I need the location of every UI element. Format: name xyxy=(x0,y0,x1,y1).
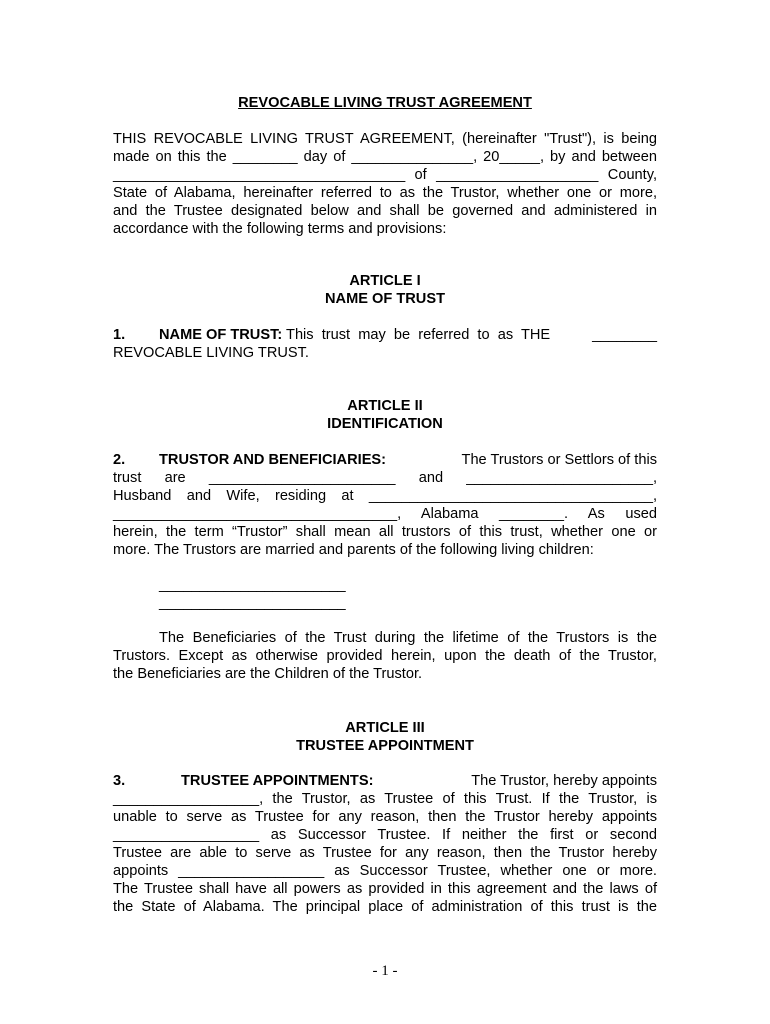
article-3-line-1 xyxy=(113,772,657,790)
article-3-line: __________________ as Successor Trustee. If neither the first or second xyxy=(113,827,657,843)
section-number: 2. xyxy=(113,452,126,468)
child-blank-line: _______________________ xyxy=(159,577,346,593)
article-3-subheading: TRUSTEE APPOINTMENT xyxy=(296,738,474,754)
section-text: The Trustor, hereby appoints xyxy=(471,773,657,789)
intro-paragraph xyxy=(113,130,657,238)
article-2-subheading: IDENTIFICATION xyxy=(327,416,443,432)
beneficiaries-line: the Beneficiaries are the Children of the Trustor. xyxy=(113,666,423,682)
beneficiaries-paragraph xyxy=(113,629,657,683)
article-1-line-1 xyxy=(113,326,657,344)
article-2-line: Husband and Wife, residing at ___________________________________, xyxy=(113,488,657,504)
article-3-line: __________________, the Trustor, as Trustee of this Trust. If the Trustor, is xyxy=(113,791,657,807)
article-3-line: unable to serve as Trustee for any reason, then the Trustor hereby appoints xyxy=(113,809,657,825)
section-label: TRUSTEE APPOINTMENTS: xyxy=(181,773,374,789)
beneficiaries-line: The Beneficiaries of the Trust during the lifetime of the Trustors is the xyxy=(159,630,657,646)
intro-line: accordance with the following terms and provisions: xyxy=(113,221,447,237)
section-label: NAME OF TRUST: xyxy=(159,327,283,343)
article-1-section xyxy=(113,326,657,362)
article-2-heading: ARTICLE II xyxy=(347,398,423,414)
article-3-line: the State of Alabama. The principal place of administration of this trust is the xyxy=(113,899,657,915)
beneficiaries-line: Trustors. Except as otherwise provided herein, upon the death of the Trustor, xyxy=(113,648,657,664)
child-blank-line: _______________________ xyxy=(159,595,346,611)
article-1-line-2: REVOCABLE LIVING TRUST. xyxy=(113,345,309,361)
article-3-line: The Trustee shall have all powers as provided in this agreement and the laws of xyxy=(113,881,657,897)
intro-line: and the Trustee designated below and shall be governed and administered in xyxy=(113,203,657,219)
article-3-line: appoints __________________ as Successor Trustee, whether one or more. xyxy=(113,863,657,879)
section-label: TRUSTOR AND BENEFICIARIES: xyxy=(159,452,387,468)
section-text: The Trustors or Settlors of this xyxy=(461,452,657,468)
article-1-heading: ARTICLE I xyxy=(349,273,421,289)
article-2-line: trust are _______________________ and _______________________, xyxy=(113,470,657,486)
section-number: 3. xyxy=(113,773,126,789)
article-2-section xyxy=(113,451,657,559)
article-1-subheading: NAME OF TRUST xyxy=(325,291,445,307)
article-3-line: Trustee are able to serve as Trustee for any reason, then the Trustor hereby xyxy=(113,845,657,861)
intro-line: ____________________________________ of ____________________ County, xyxy=(113,167,657,183)
section-text: This trust may be referred to as THE xyxy=(282,327,555,343)
intro-line: State of Alabama, hereinafter referred to as the Trustor, whether one or more, xyxy=(113,185,657,201)
document-title: REVOCABLE LIVING TRUST AGREEMENT xyxy=(238,95,532,111)
page-number: - 1 - xyxy=(372,963,398,979)
article-3-heading: ARTICLE III xyxy=(345,720,425,736)
intro-line: THIS REVOCABLE LIVING TRUST AGREEMENT, (hereinafter "Trust"), is being xyxy=(113,131,657,147)
trust-name-blank: ________ xyxy=(592,327,657,343)
article-2-line: herein, the term “Trustor” shall mean all trustors of this trust, whether one or xyxy=(113,524,657,540)
article-2-line: more. The Trustors are married and parents of the following living children: xyxy=(113,542,594,558)
article-3-section xyxy=(113,772,657,916)
article-2-line: ___________________________________, Alabama ________. As used xyxy=(113,506,657,522)
intro-line: made on this the ________ day of _______________, 20_____, by and between xyxy=(113,149,657,165)
section-number: 1. xyxy=(113,327,126,343)
article-2-line-1 xyxy=(113,451,657,469)
children-list xyxy=(159,576,359,612)
